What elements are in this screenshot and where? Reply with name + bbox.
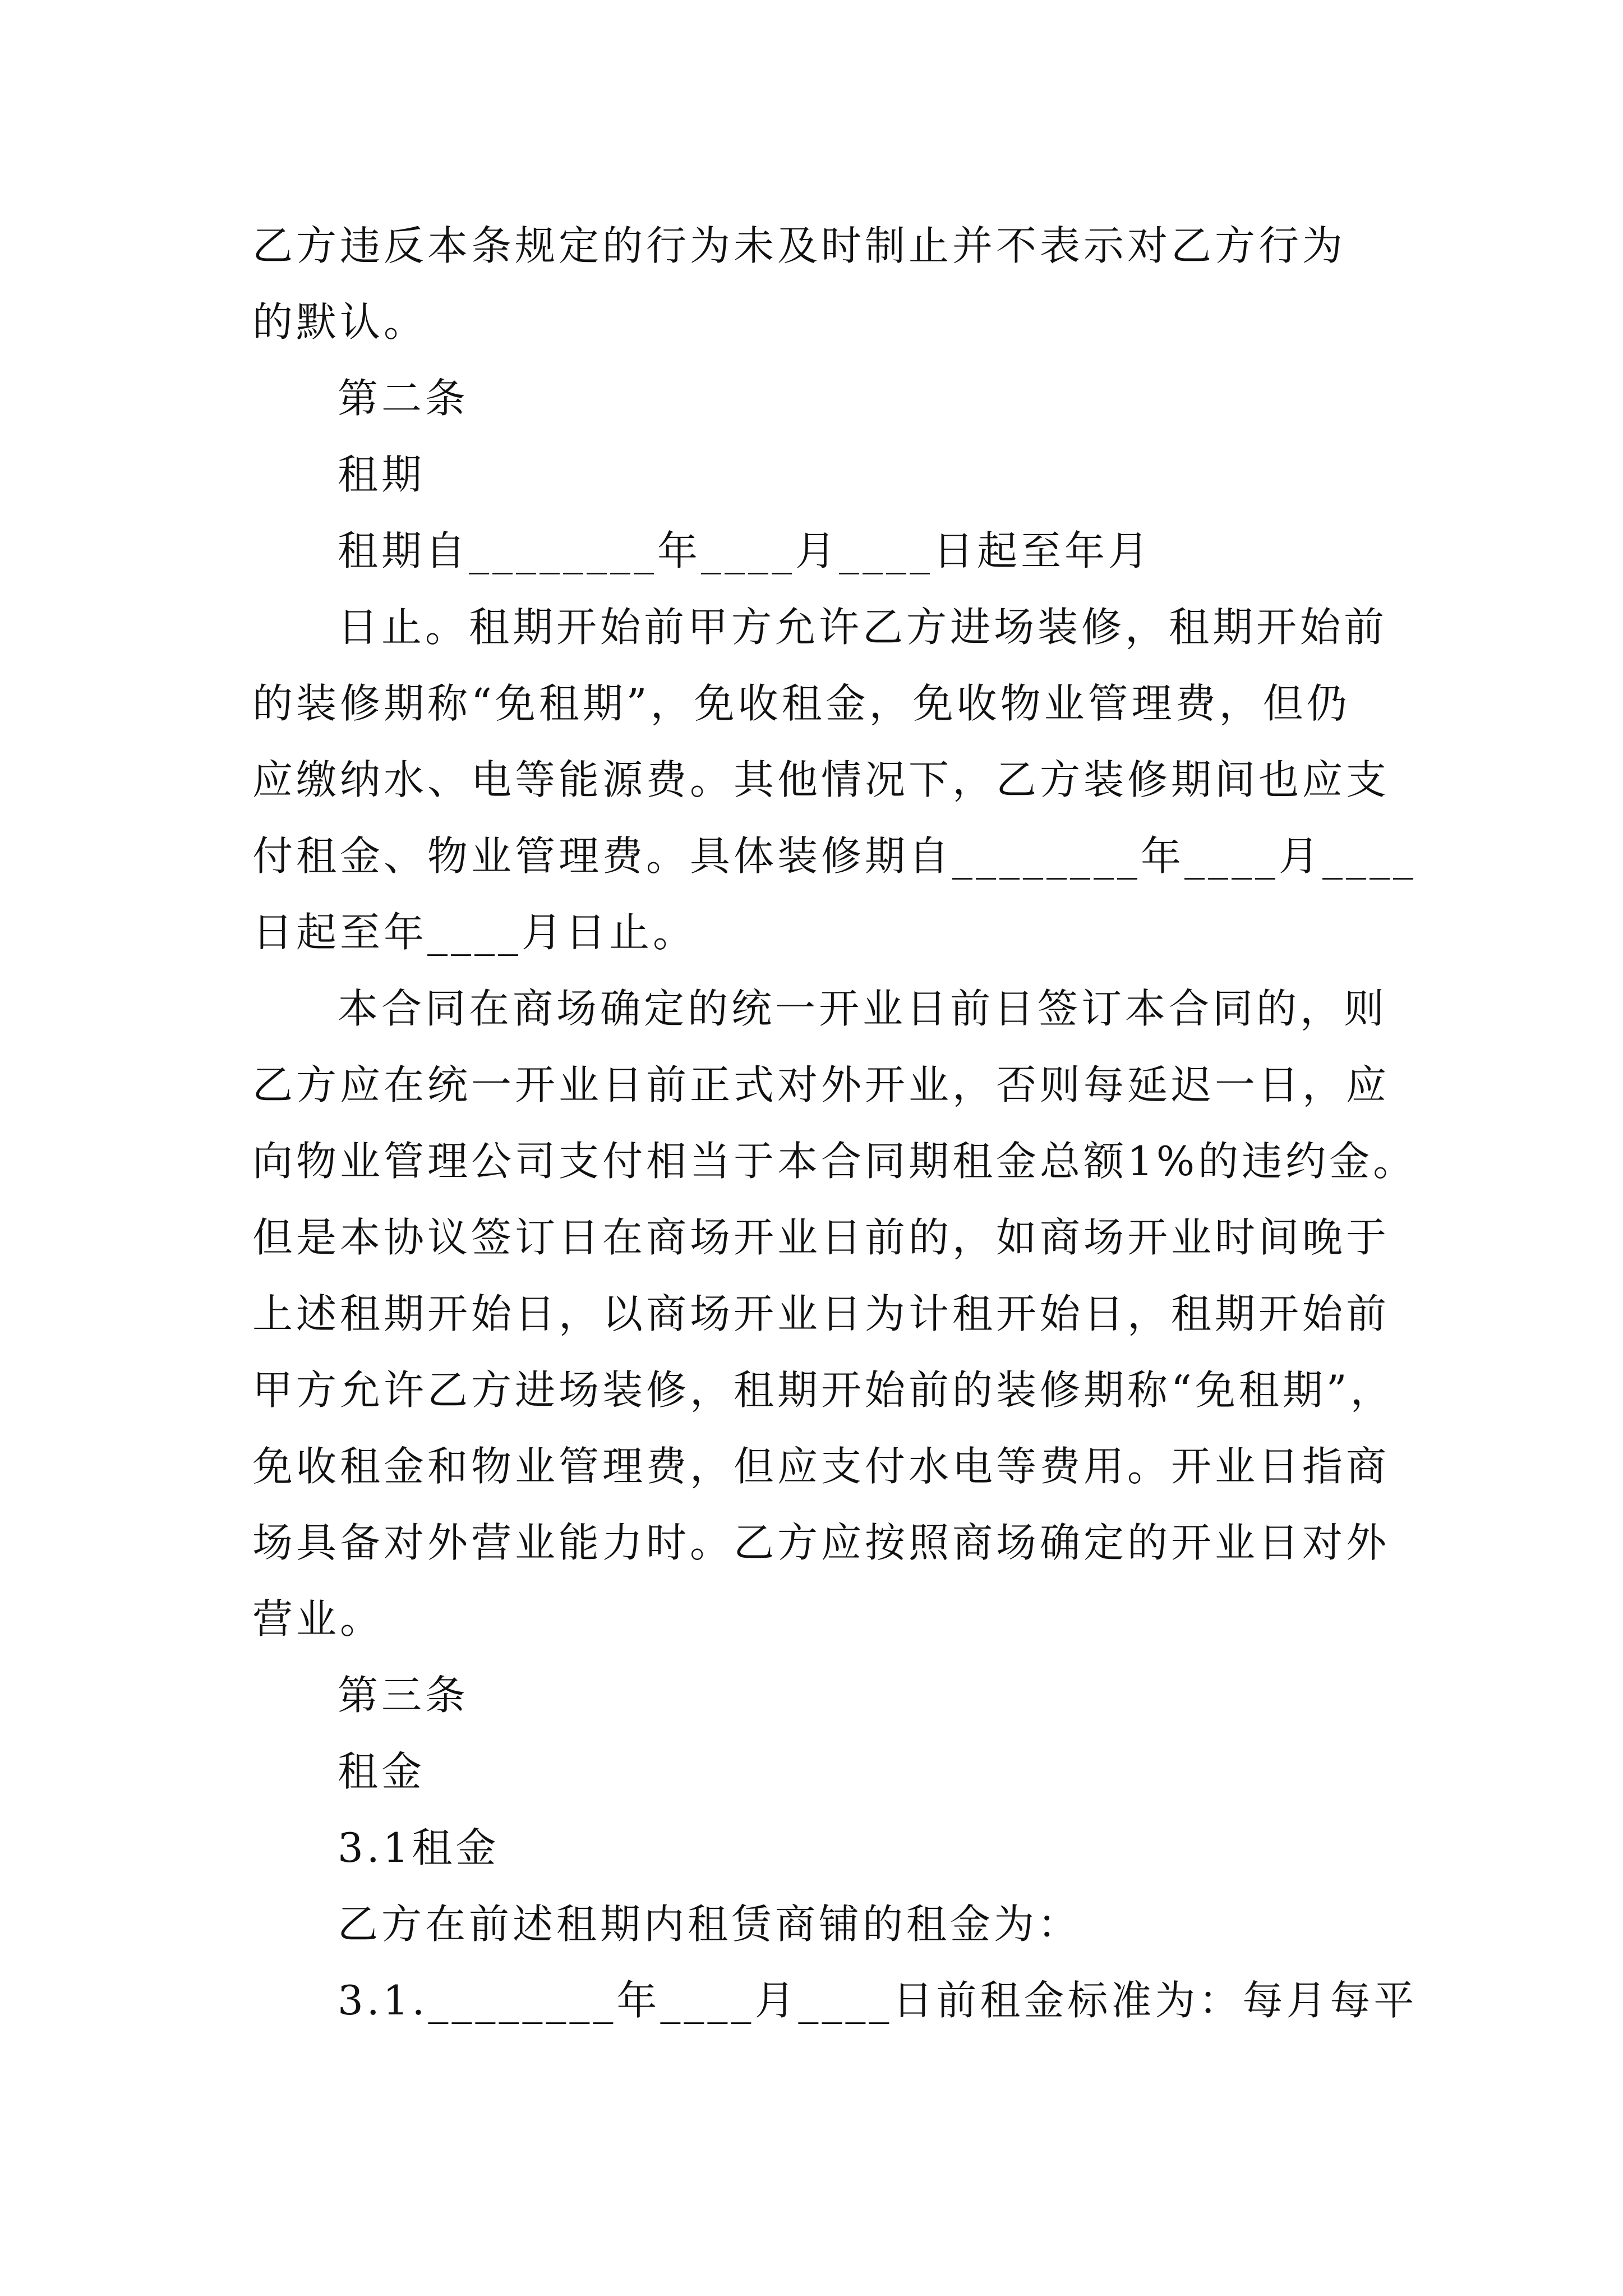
paragraph-line: 场具备对外营业能力时。乙方应按照商场确定的开业日对外 <box>252 1519 1390 1566</box>
paragraph-line: 乙方在前述租期内租赁商铺的租金为： <box>338 1901 1082 1948</box>
paragraph-line: 乙方应在统一开业日前正式对外开业，否则每延迟一日，应 <box>252 1061 1390 1108</box>
paragraph-line: 上述租期开始日，以商场开业日为计租开始日，租期开始前 <box>252 1290 1390 1337</box>
article-title: 租期 <box>338 451 426 498</box>
paragraph-line: 营业。 <box>252 1595 384 1642</box>
paragraph-line: 的装修期称“免租期”，免收租金，免收物业管理费，但仍 <box>252 680 1350 727</box>
section-heading: 3.1租金 <box>338 1824 500 1871</box>
paragraph-line: 付租金、物业管理费。具体装修期自________年____月____ <box>252 832 1417 880</box>
paragraph-line: 日止。租期开始前甲方允许乙方进场装修，租期开始前 <box>338 604 1388 651</box>
paragraph-line: 免收租金和物业管理费，但应支付水电等费用。开业日指商 <box>252 1443 1390 1490</box>
paragraph-line: 租期自________年____月____日起至年月 <box>338 527 1152 574</box>
paragraph-line: 向物业管理公司支付相当于本合同期租金总额1%的违约金。 <box>252 1138 1417 1185</box>
document-body <box>252 208 1418 2039</box>
paragraph-line: 日起至年____月日止。 <box>252 909 697 956</box>
paragraph-line: 应缴纳水、电等能源费。其他情况下，乙方装修期间也应支 <box>252 756 1390 803</box>
paragraph-line: 本合同在商场确定的统一开业日前日签订本合同的，则 <box>338 985 1388 1032</box>
article-heading: 第二条 <box>338 375 469 422</box>
paragraph-line: 3.1.________年____月____日前租金标准为：每月每平 <box>338 1977 1418 2024</box>
paragraph-line: 的默认。 <box>252 298 428 346</box>
paragraph-line: 但是本协议签订日在商场开业日前的，如商场开业时间晚于 <box>252 1214 1390 1261</box>
paragraph-line: 甲方允许乙方进场装修，租期开始前的装修期称“免租期”， <box>252 1366 1394 1414</box>
article-heading: 第三条 <box>338 1672 469 1719</box>
article-title: 租金 <box>338 1748 426 1795</box>
paragraph-line: 乙方违反本条规定的行为未及时制止并不表示对乙方行为 <box>252 222 1347 269</box>
